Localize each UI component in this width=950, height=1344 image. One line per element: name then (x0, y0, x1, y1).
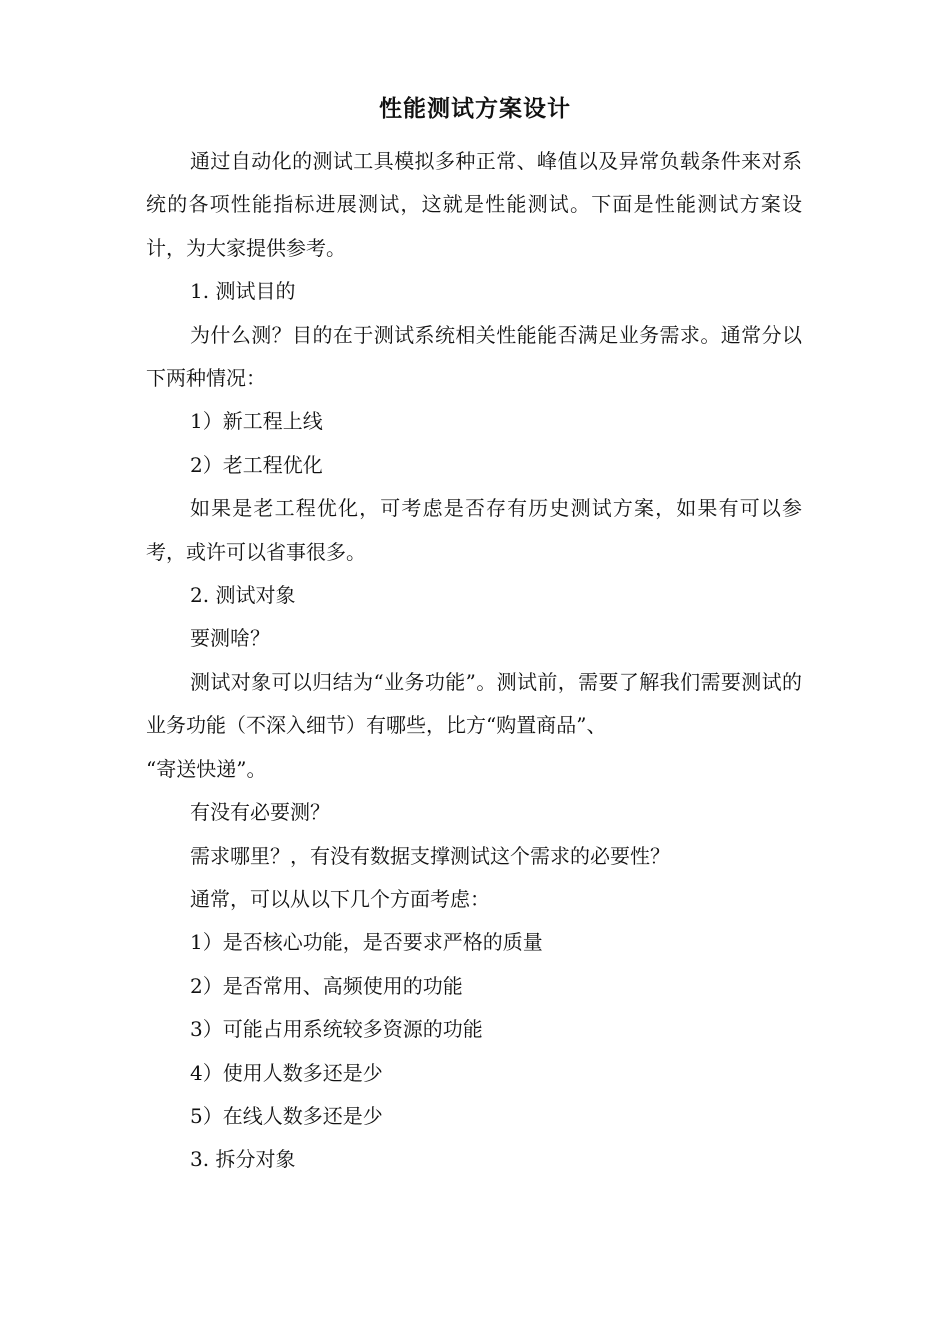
list-item: 2）老工程优化 (190, 452, 323, 477)
list-item: 1）是否核心功能，是否要求严格的质量 (190, 930, 543, 955)
paragraph-question: 有没有必要测？ (190, 800, 330, 825)
document-body (146, 140, 802, 1182)
paragraph-intro: 通过自动化的测试工具模拟多种正常、峰值以及异常负载条件来对系统的各项性能指标进展测试，这就是性能测试。下面是性能测试方案设计，为大家提供参考。 (146, 149, 802, 260)
paragraph-object: 测试对象可以归结为“业务功能”。测试前，需要了解我们需要测试的业务功能（不深入细节）有哪些，比方“购置商品”、 (146, 669, 802, 738)
document-title: 性能测试方案设计 (379, 95, 571, 122)
list-item: 3）可能占用系统较多资源的功能 (190, 1017, 483, 1042)
list-item: 1）新工程上线 (190, 409, 323, 434)
list-item: 5）在线人数多还是少 (190, 1103, 383, 1128)
paragraph-object-continued: “寄送快递”。 (146, 756, 267, 781)
section-heading-purpose: 1. 测试目的 (190, 279, 296, 304)
list-item: 2）是否常用、高频使用的功能 (190, 973, 463, 998)
section-heading-object: 2. 测试对象 (190, 583, 296, 608)
paragraph-optimization: 如果是老工程优化，可考虑是否存有历史测试方案，如果有可以参考，或许可以省事很多。 (146, 496, 802, 564)
list-item: 4）使用人数多还是少 (190, 1060, 383, 1085)
paragraph-question: 要测啥？ (190, 626, 270, 651)
paragraph-requirement: 需求哪里？，有没有数据支撑测试这个需求的必要性？ (190, 843, 670, 868)
paragraph-purpose: 为什么测？目的在于测试系统相关性能能否满足业务需求。通常分以下两种情况： (146, 322, 802, 391)
paragraph-consider: 通常，可以从以下几个方面考虑： (190, 886, 490, 911)
section-heading-split: 3. 拆分对象 (190, 1147, 296, 1172)
